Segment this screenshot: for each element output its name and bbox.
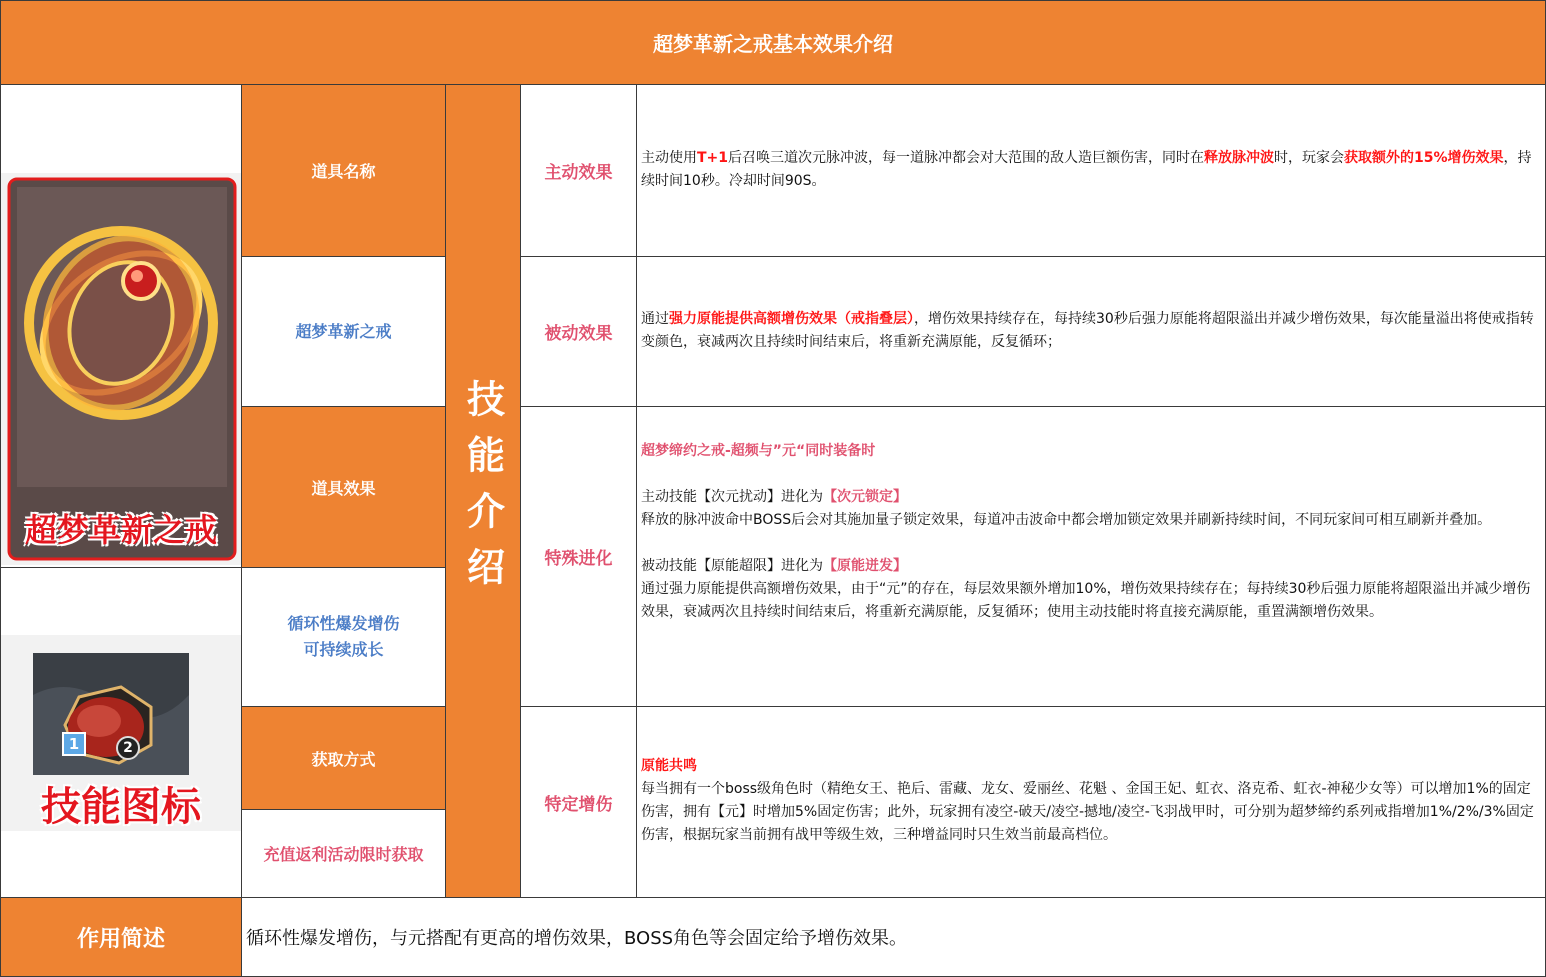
obtain-value: 充值返利活动限时获取 bbox=[263, 845, 424, 864]
damage-label-cell bbox=[520, 706, 637, 898]
skill-intro-label: 技能介绍 bbox=[460, 379, 505, 603]
item-effect-value-line-2: 可持续成长 bbox=[303, 640, 384, 659]
special-desc bbox=[637, 407, 1545, 624]
active-desc-text-3: 时，玩家会 bbox=[1274, 150, 1345, 166]
icon-badge-right: 2 bbox=[123, 740, 133, 756]
active-desc-text-1: 主动使用 bbox=[641, 150, 697, 166]
item-effect-value-line-1: 循环性爆发增伤 bbox=[287, 614, 400, 633]
damage-desc-cell bbox=[636, 706, 1546, 898]
obtain-label: 获取方式 bbox=[311, 749, 376, 769]
ring-image-caption: 超梦革新之戒 bbox=[24, 511, 217, 549]
passive-label: 被动效果 bbox=[544, 324, 613, 344]
damage-heading: 原能共鸣 bbox=[641, 758, 697, 774]
damage-desc bbox=[637, 707, 1545, 847]
item-name-label-cell bbox=[241, 84, 446, 257]
passive-desc-cell bbox=[636, 256, 1546, 407]
obtain-value-cell bbox=[241, 809, 446, 898]
special-active-prefix: 主动技能【次元扰动】进化为 bbox=[641, 489, 823, 505]
active-desc bbox=[637, 85, 1545, 193]
item-name-value-cell bbox=[241, 256, 446, 407]
damage-text: 每当拥有一个boss级角色时（精绝女王、艳后、雷藏、龙女、爱丽丝、花魁 、金国王妃、虹衣、洛克希、虹衣-神秘少女等）可以增加1%的固定伤害，拥有【元】时增加5%固定伤害；此外，玩家拥有凌空-破天/凌空-撼地/凌空-飞羽战甲时，可分别为超梦缔约系列戒指增加1%/2%/3%固定伤害，根据玩家当前拥有战甲等级生效，三种增益同时只生效当前最高档位。 bbox=[641, 781, 1534, 843]
title-bar bbox=[0, 0, 1546, 85]
skill-icon-card bbox=[1, 635, 241, 831]
passive-desc bbox=[637, 257, 1545, 354]
summary-label: 作用简述 bbox=[76, 926, 165, 952]
active-desc-text-4: ，持续时间10秒。冷却时间90S。 bbox=[641, 150, 1532, 189]
damage-label: 特定增伤 bbox=[544, 794, 613, 815]
special-passive-prefix: 被动技能【原能超限】进化为 bbox=[641, 558, 823, 574]
passive-desc-text-2: ，增伤效果持续存在，每持续30秒后强力原能将超限溢出并减少增伤效果，每次能量溢出将使戒指转变颜色，衰减两次且持续时间结束后，将重新充满原能，反复循环； bbox=[641, 311, 1534, 350]
page-title: 超梦革新之戒基本效果介绍 bbox=[653, 32, 893, 56]
active-desc-text-2: 后召唤三道次元脉冲波，每一道脉冲都会对大范围的敌人造巨额伤害，同时在 bbox=[728, 150, 1205, 166]
active-label-cell bbox=[520, 84, 637, 257]
passive-label-cell bbox=[520, 256, 637, 407]
item-effect-label-cell bbox=[241, 406, 446, 568]
active-desc-highlight-3: 获取额外的15%增伤效果 bbox=[1344, 150, 1504, 166]
special-label-cell bbox=[520, 406, 637, 707]
active-desc-cell bbox=[636, 84, 1546, 257]
special-passive-line bbox=[641, 555, 1541, 578]
item-name-value: 超梦革新之戒 bbox=[295, 321, 392, 341]
obtain-label-cell bbox=[241, 706, 446, 810]
active-label: 主动效果 bbox=[544, 163, 613, 183]
item-effect-label: 道具效果 bbox=[311, 478, 376, 498]
ring-image-cell bbox=[0, 84, 242, 568]
item-name-label: 道具名称 bbox=[311, 162, 376, 181]
special-heading: 超梦缔约之戒-超频与”元“同时装备时 bbox=[641, 443, 876, 459]
summary-value-cell bbox=[241, 897, 1546, 977]
special-active-text: 释放的脉冲波命中BOSS后会对其施加量子锁定效果，每道冲击波命中都会增加锁定效果并刷新持续时间，不同玩家间可相互刷新并叠加。 bbox=[641, 512, 1492, 528]
special-passive-highlight: 【原能迸发】 bbox=[823, 558, 907, 574]
passive-desc-text-1: 通过 bbox=[641, 311, 669, 327]
special-active-highlight: 【次元锁定】 bbox=[823, 489, 907, 505]
summary-text: 循环性爆发增伤，与元搭配有更高的增伤效果，BOSS角色等会固定给予增伤效果。 bbox=[246, 928, 908, 949]
passive-desc-highlight: 强力原能提供高额增伤效果（戒指叠层） bbox=[669, 311, 914, 327]
special-active-line bbox=[641, 486, 1541, 509]
active-desc-highlight-1: T+1 bbox=[697, 150, 729, 166]
special-passive-text: 通过强力原能提供高额增伤效果，由于“元”的存在，每层效果额外增加10%，增伤效果持续存在；每持续30秒后强力原能将超限溢出并减少增伤效果，衰减两次且持续时间结束后，将重新充满原能，反复循环；使用主动技能时将直接充满原能，重置满额增伤效果。 bbox=[641, 581, 1531, 620]
icon-image-cell bbox=[0, 567, 242, 898]
active-desc-highlight-2: 释放脉冲波 bbox=[1204, 150, 1275, 166]
ring-card bbox=[1, 173, 241, 565]
special-desc-cell bbox=[636, 406, 1546, 707]
special-label: 特殊进化 bbox=[544, 549, 613, 569]
skill-icon-caption: 技能图标 bbox=[41, 784, 201, 830]
item-effect-value-cell bbox=[241, 567, 446, 707]
summary-label-cell bbox=[0, 897, 242, 977]
icon-badge-left: 1 bbox=[68, 735, 80, 753]
skill-intro-cell bbox=[445, 84, 521, 898]
